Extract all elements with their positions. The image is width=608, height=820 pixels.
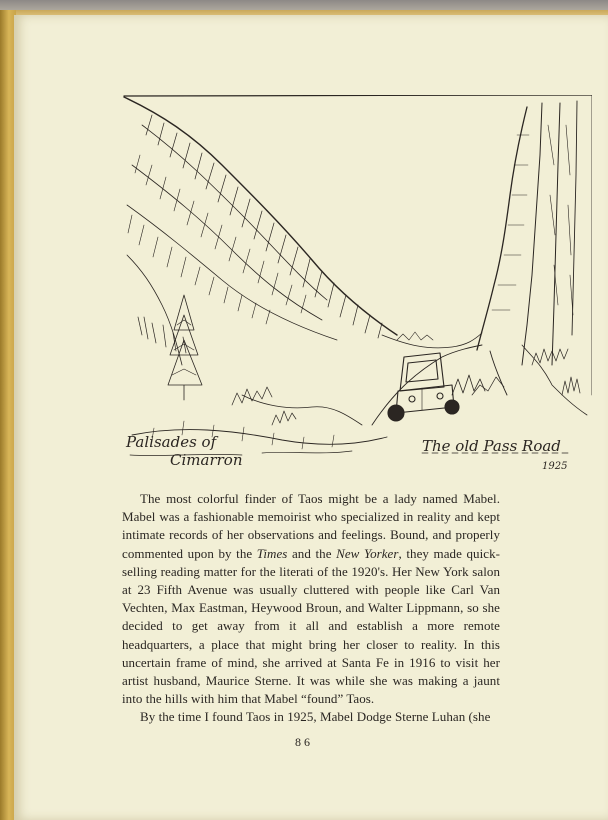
times-title: Times [256, 545, 288, 561]
paragraph-mabel [122, 490, 500, 708]
paragraph-mabel-part3: , they made quick-selling reading matter for the literati of the 1920's. Her New York salon at 23 Fifth Avenue was usually cluttered with people like Carl Van Vechten, Max Eastman, Heywood Broun, and Walter Lippmann, so she decided to get away from it all and establish a more remote headquarters, a place that might bring her closer to reality. In this uncertain frame of mind, she arrived at Santa Fe in 1916 to visit her artist husband, Maurice Sterne. It was while she was making a jaunt into the hills with him that Mabel “found” Taos. [122, 545, 500, 707]
caption-cimarron: Cimarron [170, 451, 243, 469]
caption-palisades: Palisades of [126, 433, 217, 451]
body-text [122, 490, 500, 727]
paragraph-mabel-part1: The most colorful finder of Taos might be a lady named Mabel. Mabel was a fashionable memoirist who specialized in reality and kept intimate records of her observations and feelings. Bound, and properly commented upon by the [122, 491, 500, 561]
caption-old-pass-road: The old Pass Road [422, 437, 561, 455]
paragraph-mabel-part2: and the [287, 545, 337, 561]
pen-sketch-illustration [122, 95, 592, 480]
page-number: 86 [295, 735, 313, 749]
canyon-sketch [122, 95, 592, 480]
artist-signature-date: 1925 [542, 461, 568, 472]
new-yorker-title: New Yorker [336, 545, 399, 561]
paragraph-found-taos: By the time I found Taos in 1925, Mabel Dodge Sterne Luhan (she [140, 709, 491, 725]
